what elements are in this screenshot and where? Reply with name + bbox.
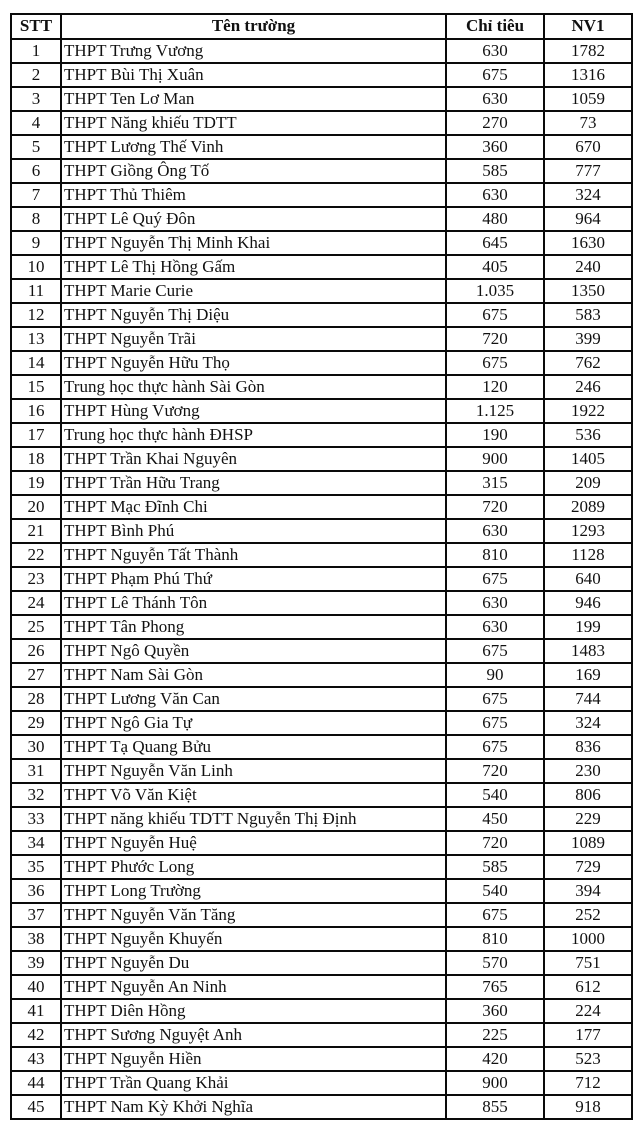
cell-nv1: 224 <box>544 999 632 1023</box>
cell-stt: 20 <box>11 495 61 519</box>
cell-school-name: THPT Bình Phú <box>61 519 446 543</box>
cell-quota: 720 <box>446 495 544 519</box>
cell-quota: 855 <box>446 1095 544 1119</box>
cell-nv1: 777 <box>544 159 632 183</box>
cell-quota: 360 <box>446 135 544 159</box>
cell-stt: 23 <box>11 567 61 591</box>
cell-stt: 1 <box>11 39 61 63</box>
cell-nv1: 1128 <box>544 543 632 567</box>
column-header-quota: Chỉ tiêu <box>446 14 544 39</box>
cell-quota: 90 <box>446 663 544 687</box>
table-row <box>11 447 632 471</box>
cell-quota: 675 <box>446 903 544 927</box>
cell-stt: 22 <box>11 543 61 567</box>
cell-school-name: THPT Giồng Ông Tố <box>61 159 446 183</box>
cell-quota: 570 <box>446 951 544 975</box>
cell-school-name: THPT Lê Thị Hồng Gấm <box>61 255 446 279</box>
cell-stt: 43 <box>11 1047 61 1071</box>
table-row <box>11 279 632 303</box>
cell-stt: 44 <box>11 1071 61 1095</box>
cell-stt: 11 <box>11 279 61 303</box>
cell-nv1: 394 <box>544 879 632 903</box>
cell-nv1: 712 <box>544 1071 632 1095</box>
cell-stt: 8 <box>11 207 61 231</box>
table-row <box>11 303 632 327</box>
cell-school-name: THPT Năng khiếu TDTT <box>61 111 446 135</box>
cell-stt: 2 <box>11 63 61 87</box>
cell-nv1: 806 <box>544 783 632 807</box>
table-row <box>11 663 632 687</box>
cell-quota: 675 <box>446 351 544 375</box>
table-row <box>11 855 632 879</box>
cell-school-name: THPT Bùi Thị Xuân <box>61 63 446 87</box>
cell-quota: 900 <box>446 1071 544 1095</box>
table-row <box>11 1047 632 1071</box>
cell-nv1: 1350 <box>544 279 632 303</box>
cell-stt: 24 <box>11 591 61 615</box>
cell-stt: 40 <box>11 975 61 999</box>
table-row <box>11 807 632 831</box>
table-row <box>11 159 632 183</box>
cell-stt: 45 <box>11 1095 61 1119</box>
cell-school-name: THPT Ngô Gia Tự <box>61 711 446 735</box>
cell-quota: 675 <box>446 735 544 759</box>
cell-school-name: Trung học thực hành Sài Gòn <box>61 375 446 399</box>
cell-stt: 7 <box>11 183 61 207</box>
table-row <box>11 375 632 399</box>
table-row <box>11 927 632 951</box>
table-row <box>11 687 632 711</box>
table-row <box>11 735 632 759</box>
cell-quota: 450 <box>446 807 544 831</box>
cell-stt: 12 <box>11 303 61 327</box>
cell-quota: 720 <box>446 327 544 351</box>
cell-stt: 37 <box>11 903 61 927</box>
table-row <box>11 183 632 207</box>
cell-school-name: THPT Sương Nguyệt Anh <box>61 1023 446 1047</box>
cell-nv1: 2089 <box>544 495 632 519</box>
cell-school-name: THPT Lê Quý Đôn <box>61 207 446 231</box>
cell-stt: 15 <box>11 375 61 399</box>
cell-school-name: THPT Nguyễn Thị Minh Khai <box>61 231 446 255</box>
cell-stt: 31 <box>11 759 61 783</box>
cell-school-name: THPT Nguyễn Văn Linh <box>61 759 446 783</box>
cell-school-name: THPT Võ Văn Kiệt <box>61 783 446 807</box>
cell-quota: 420 <box>446 1047 544 1071</box>
cell-nv1: 536 <box>544 423 632 447</box>
table-row <box>11 615 632 639</box>
table-row <box>11 87 632 111</box>
table-header <box>11 14 632 39</box>
cell-school-name: THPT Mạc Đĩnh Chi <box>61 495 446 519</box>
cell-nv1: 199 <box>544 615 632 639</box>
cell-quota: 720 <box>446 831 544 855</box>
cell-nv1: 1630 <box>544 231 632 255</box>
table-row <box>11 63 632 87</box>
cell-quota: 675 <box>446 63 544 87</box>
table-row <box>11 1023 632 1047</box>
cell-nv1: 762 <box>544 351 632 375</box>
cell-school-name: THPT Ngô Quyền <box>61 639 446 663</box>
cell-school-name: THPT Nguyễn Trãi <box>61 327 446 351</box>
cell-nv1: 1000 <box>544 927 632 951</box>
table-row <box>11 759 632 783</box>
cell-stt: 13 <box>11 327 61 351</box>
cell-school-name: THPT Diên Hồng <box>61 999 446 1023</box>
cell-stt: 29 <box>11 711 61 735</box>
cell-quota: 540 <box>446 783 544 807</box>
cell-quota: 630 <box>446 39 544 63</box>
cell-stt: 34 <box>11 831 61 855</box>
cell-nv1: 1922 <box>544 399 632 423</box>
cell-school-name: THPT Nguyễn Văn Tăng <box>61 903 446 927</box>
table-row <box>11 519 632 543</box>
cell-quota: 1.125 <box>446 399 544 423</box>
cell-stt: 3 <box>11 87 61 111</box>
cell-school-name: THPT Nguyễn Hiền <box>61 1047 446 1071</box>
cell-quota: 630 <box>446 519 544 543</box>
table-row <box>11 111 632 135</box>
cell-nv1: 246 <box>544 375 632 399</box>
cell-quota: 900 <box>446 447 544 471</box>
table-row <box>11 951 632 975</box>
cell-school-name: THPT Lê Thánh Tôn <box>61 591 446 615</box>
cell-stt: 16 <box>11 399 61 423</box>
cell-nv1: 399 <box>544 327 632 351</box>
cell-school-name: THPT Trưng Vương <box>61 39 446 63</box>
table-row <box>11 1095 632 1119</box>
cell-school-name: THPT Phạm Phú Thứ <box>61 567 446 591</box>
table-row <box>11 495 632 519</box>
cell-stt: 27 <box>11 663 61 687</box>
table-body <box>11 39 632 1119</box>
cell-quota: 630 <box>446 183 544 207</box>
table-row <box>11 351 632 375</box>
cell-school-name: THPT Nguyễn Thị Diệu <box>61 303 446 327</box>
cell-stt: 14 <box>11 351 61 375</box>
table-row <box>11 567 632 591</box>
cell-quota: 190 <box>446 423 544 447</box>
cell-stt: 6 <box>11 159 61 183</box>
cell-nv1: 169 <box>544 663 632 687</box>
cell-school-name: THPT Hùng Vương <box>61 399 446 423</box>
cell-quota: 675 <box>446 711 544 735</box>
cell-school-name: THPT Phước Long <box>61 855 446 879</box>
table-row <box>11 399 632 423</box>
cell-nv1: 229 <box>544 807 632 831</box>
cell-quota: 405 <box>446 255 544 279</box>
cell-stt: 25 <box>11 615 61 639</box>
column-header-nv1: NV1 <box>544 14 632 39</box>
column-header-school-name: Tên trường <box>61 14 446 39</box>
cell-school-name: THPT Marie Curie <box>61 279 446 303</box>
cell-school-name: THPT Nguyễn An Ninh <box>61 975 446 999</box>
cell-school-name: THPT Nguyễn Hữu Thọ <box>61 351 446 375</box>
cell-quota: 675 <box>446 567 544 591</box>
cell-nv1: 918 <box>544 1095 632 1119</box>
table-row <box>11 423 632 447</box>
cell-nv1: 640 <box>544 567 632 591</box>
cell-quota: 360 <box>446 999 544 1023</box>
cell-nv1: 324 <box>544 711 632 735</box>
cell-stt: 32 <box>11 783 61 807</box>
cell-school-name: THPT Nam Sài Gòn <box>61 663 446 687</box>
table-row <box>11 231 632 255</box>
cell-quota: 225 <box>446 1023 544 1047</box>
cell-nv1: 523 <box>544 1047 632 1071</box>
cell-school-name: THPT Nguyễn Du <box>61 951 446 975</box>
cell-stt: 35 <box>11 855 61 879</box>
cell-stt: 5 <box>11 135 61 159</box>
cell-quota: 810 <box>446 543 544 567</box>
cell-school-name: THPT Nguyễn Tất Thành <box>61 543 446 567</box>
cell-stt: 39 <box>11 951 61 975</box>
cell-stt: 4 <box>11 111 61 135</box>
cell-stt: 41 <box>11 999 61 1023</box>
table-row <box>11 831 632 855</box>
cell-quota: 630 <box>446 87 544 111</box>
cell-nv1: 230 <box>544 759 632 783</box>
cell-quota: 270 <box>446 111 544 135</box>
cell-nv1: 751 <box>544 951 632 975</box>
cell-school-name: THPT năng khiếu TDTT Nguyễn Thị Định <box>61 807 446 831</box>
cell-quota: 675 <box>446 687 544 711</box>
cell-nv1: 612 <box>544 975 632 999</box>
cell-nv1: 729 <box>544 855 632 879</box>
cell-quota: 1.035 <box>446 279 544 303</box>
header-row <box>11 14 632 39</box>
table-row <box>11 543 632 567</box>
cell-nv1: 1405 <box>544 447 632 471</box>
cell-nv1: 836 <box>544 735 632 759</box>
cell-stt: 17 <box>11 423 61 447</box>
table-row <box>11 879 632 903</box>
cell-quota: 675 <box>446 303 544 327</box>
cell-nv1: 1483 <box>544 639 632 663</box>
cell-nv1: 209 <box>544 471 632 495</box>
table-row <box>11 135 632 159</box>
cell-nv1: 252 <box>544 903 632 927</box>
cell-nv1: 1089 <box>544 831 632 855</box>
cell-school-name: THPT Nam Kỳ Khởi Nghĩa <box>61 1095 446 1119</box>
cell-quota: 480 <box>446 207 544 231</box>
cell-stt: 36 <box>11 879 61 903</box>
cell-quota: 810 <box>446 927 544 951</box>
table-row <box>11 783 632 807</box>
cell-nv1: 583 <box>544 303 632 327</box>
table-row <box>11 975 632 999</box>
cell-nv1: 1316 <box>544 63 632 87</box>
cell-nv1: 324 <box>544 183 632 207</box>
cell-quota: 765 <box>446 975 544 999</box>
cell-quota: 585 <box>446 159 544 183</box>
cell-stt: 28 <box>11 687 61 711</box>
cell-school-name: THPT Long Trường <box>61 879 446 903</box>
cell-school-name: THPT Trần Quang Khải <box>61 1071 446 1095</box>
cell-school-name: Trung học thực hành ĐHSP <box>61 423 446 447</box>
cell-nv1: 73 <box>544 111 632 135</box>
cell-quota: 315 <box>446 471 544 495</box>
table-row <box>11 903 632 927</box>
cell-stt: 9 <box>11 231 61 255</box>
cell-stt: 10 <box>11 255 61 279</box>
table-row <box>11 1071 632 1095</box>
cell-stt: 30 <box>11 735 61 759</box>
table-row <box>11 999 632 1023</box>
cell-quota: 645 <box>446 231 544 255</box>
cell-nv1: 1059 <box>544 87 632 111</box>
cell-stt: 33 <box>11 807 61 831</box>
cell-stt: 21 <box>11 519 61 543</box>
cell-stt: 38 <box>11 927 61 951</box>
table-row <box>11 207 632 231</box>
cell-school-name: THPT Thủ Thiêm <box>61 183 446 207</box>
cell-school-name: THPT Nguyễn Khuyến <box>61 927 446 951</box>
cell-nv1: 1293 <box>544 519 632 543</box>
cell-nv1: 744 <box>544 687 632 711</box>
cell-nv1: 946 <box>544 591 632 615</box>
cell-quota: 585 <box>446 855 544 879</box>
table-row <box>11 39 632 63</box>
table-row <box>11 639 632 663</box>
cell-quota: 675 <box>446 639 544 663</box>
cell-school-name: THPT Tạ Quang Bửu <box>61 735 446 759</box>
cell-stt: 18 <box>11 447 61 471</box>
cell-stt: 19 <box>11 471 61 495</box>
cell-nv1: 177 <box>544 1023 632 1047</box>
cell-nv1: 1782 <box>544 39 632 63</box>
cell-school-name: THPT Tân Phong <box>61 615 446 639</box>
table-row <box>11 327 632 351</box>
cell-quota: 630 <box>446 615 544 639</box>
cell-school-name: THPT Trần Khai Nguyên <box>61 447 446 471</box>
table-row <box>11 471 632 495</box>
table-row <box>11 255 632 279</box>
table-row <box>11 591 632 615</box>
cell-school-name: THPT Trần Hữu Trang <box>61 471 446 495</box>
cell-school-name: THPT Lương Văn Can <box>61 687 446 711</box>
school-admissions-table <box>10 13 633 1120</box>
cell-school-name: THPT Lương Thế Vinh <box>61 135 446 159</box>
cell-nv1: 964 <box>544 207 632 231</box>
cell-quota: 540 <box>446 879 544 903</box>
cell-quota: 630 <box>446 591 544 615</box>
cell-stt: 42 <box>11 1023 61 1047</box>
column-header-stt: STT <box>11 14 61 39</box>
cell-school-name: THPT Nguyễn Huệ <box>61 831 446 855</box>
cell-school-name: THPT Ten Lơ Man <box>61 87 446 111</box>
table-row <box>11 711 632 735</box>
cell-nv1: 670 <box>544 135 632 159</box>
cell-quota: 720 <box>446 759 544 783</box>
cell-quota: 120 <box>446 375 544 399</box>
cell-nv1: 240 <box>544 255 632 279</box>
cell-stt: 26 <box>11 639 61 663</box>
